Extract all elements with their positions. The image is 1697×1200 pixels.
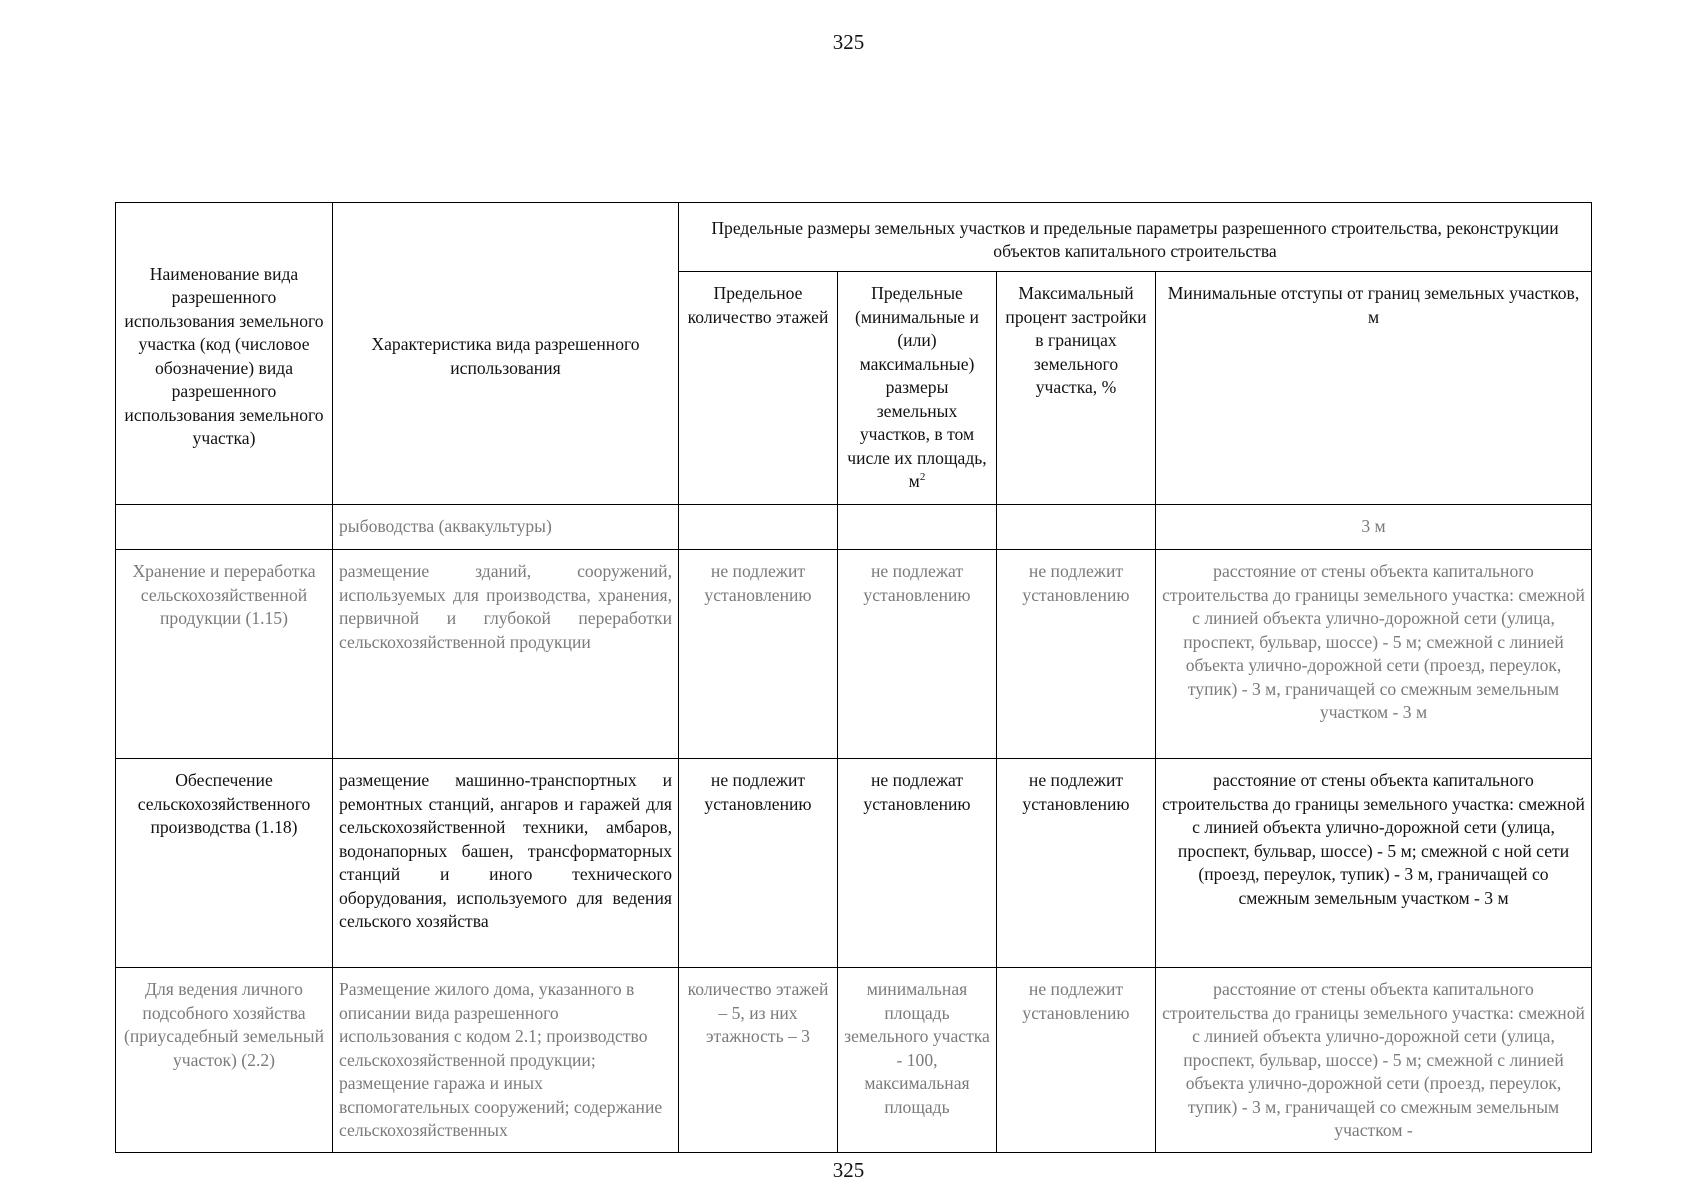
cell-usage-name: [116, 505, 333, 550]
header-usage-name: [116, 203, 333, 505]
cell-usage-name: Для ведения личного подсобного хозяйства (приусадебный земельный участок) (2.2): [116, 968, 333, 1153]
cell-build-percent: не подлежит установлению: [997, 759, 1156, 968]
cell-plot-size: [838, 505, 997, 550]
cell-plot-size: не подлежат установлению: [838, 550, 997, 759]
cell-usage-name: Обеспечение сельскохозяйственного производства (1.18): [116, 759, 333, 968]
header-limits-group-text: Предельные размеры земельных участков и предельные параметры разрешенного строительства, реконструкции объектов капитального строительства: [711, 217, 1559, 261]
table-header-row: [116, 203, 1592, 272]
table-row: [116, 968, 1592, 1153]
header-usage-description: [333, 203, 679, 505]
cell-max-floors: [679, 505, 838, 550]
page-number-top: 325: [832, 30, 865, 54]
cell-setbacks: 3 м: [1156, 505, 1592, 550]
table-row: [116, 759, 1592, 968]
page-number-bottom: 325: [832, 1158, 865, 1182]
header-setbacks-text: Минимальные отступы от границ земельных участков, м: [1167, 283, 1580, 327]
header-build-percent: [997, 272, 1156, 505]
header-plot-size-sup: 2: [919, 471, 926, 484]
header-limits-group: [679, 203, 1592, 272]
cell-setbacks: расстояние от стены объекта капитального строительства до границы земельного участка: смежной с линией объекта улично-дорожной сети (улица, проспект, бульвар, шоссе) - 5 м; смежной с ной сети (проезд, переулок, тупик) - 3 м, граничащей со смежным земельным участком - 3 м: [1156, 759, 1592, 968]
cell-max-floors: не подлежит установлению: [679, 759, 838, 968]
header-usage-name-text: Наименование вида разрешенного использования земельного участка (код (числовое обозначение) вида разрешенного использования земельного участка): [124, 263, 324, 448]
header-setbacks: [1156, 272, 1592, 505]
header-max-floors-text: Предельное количество этажей: [687, 283, 829, 327]
header-usage-description-text: Характеристика вида разрешенного использования: [371, 334, 640, 378]
cell-usage-description: размещение машинно-транспортных и ремонтных станций, ангаров и гаражей для сельскохозяйственной техники, амбаров, водонапорных башен, трансформаторных станций и иного технического оборудования, используемого для ведения сельского хозяйства: [333, 759, 679, 968]
cell-usage-name: Хранение и переработка сельскохозяйственной продукции (1.15): [116, 550, 333, 759]
header-plot-size: [838, 272, 997, 505]
cell-usage-description: рыбоводства (аквакультуры): [333, 505, 679, 550]
cell-usage-description: Размещение жилого дома, указанного в описании вида разрешенного использования с кодом 2.1; производство сельскохозяйственной продукции; размещение гаража и иных вспомогательных сооружений; содержание сельскохозяйственных: [333, 968, 679, 1153]
header-build-percent-text: Максимальный процент застройки в границах земельного участка, %: [1005, 283, 1147, 397]
header-plot-size-text: Предельные (минимальные и (или) максимальные) размеры земельных участков, в том числе их площадь, м: [847, 283, 987, 491]
cell-build-percent: не подлежит установлению: [997, 550, 1156, 759]
cell-plot-size: минимальная площадь земельного участка - 100, максимальная площадь: [838, 968, 997, 1153]
cell-build-percent: [997, 505, 1156, 550]
cell-plot-size: не подлежат установлению: [838, 759, 997, 968]
table-row: [116, 505, 1592, 550]
cell-max-floors: количество этажей – 5, из них этажность – 3: [679, 968, 838, 1153]
zoning-regulations-table: [115, 202, 1592, 1153]
table-row: [116, 550, 1592, 759]
cell-usage-description: размещение зданий, сооружений, используемых для производства, хранения, первичной и глубокой переработки сельскохозяйственной продукции: [333, 550, 679, 759]
header-max-floors: [679, 272, 838, 505]
cell-setbacks: расстояние от стены объекта капитального строительства до границы земельного участка: смежной с линией объекта улично-дорожной сети (улица, проспект, бульвар, шоссе) - 5 м; смежной с линией объекта улично-дорожной сети (проезд, переулок, тупик) - 3 м, граничащей со смежным земельным участком - 3 м: [1156, 550, 1592, 759]
cell-max-floors: не подлежит установлению: [679, 550, 838, 759]
cell-build-percent: не подлежит установлению: [997, 968, 1156, 1153]
cell-setbacks: расстояние от стены объекта капитального строительства до границы земельного участка: смежной с линией объекта улично-дорожной сети (улица, проспект, бульвар, шоссе) - 5 м; смежной с линией объекта улично-дорожной сети (проезд, переулок, тупик) - 3 м, граничащей со смежным земельным участком -: [1156, 968, 1592, 1153]
